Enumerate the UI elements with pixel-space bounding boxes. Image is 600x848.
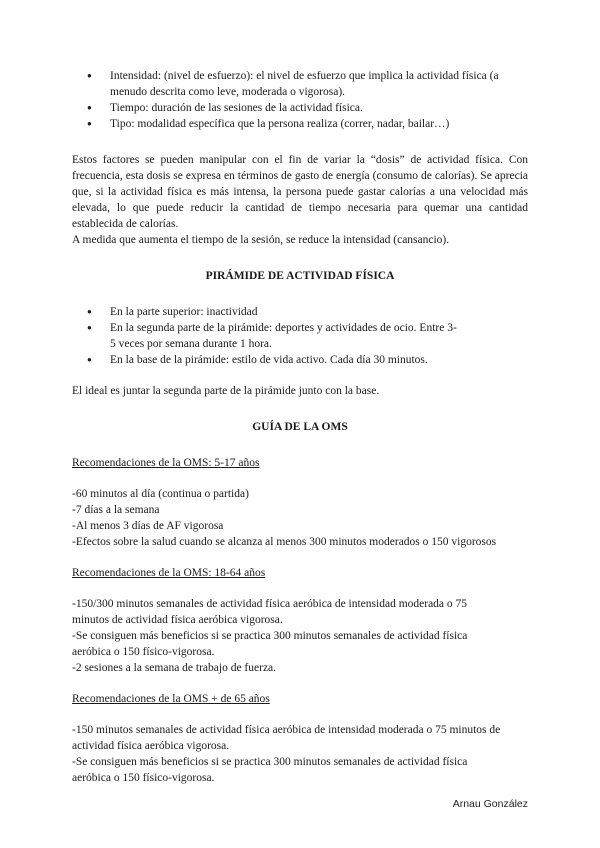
pyramid-list <box>72 304 528 368</box>
section-line: -Se consiguen más beneficios si se practica 300 minutos semanales de actividad física aeróbica o 150 físico-vigorosa. <box>72 630 468 658</box>
footer-author: Arnau González <box>452 798 528 810</box>
intro-bullet-list <box>72 68 528 132</box>
section-line: -Se consiguen más beneficios si se practica 300 minutos semanales de actividad física aeróbica o 150 físico-vigorosa. <box>72 756 468 784</box>
bullet-tiempo <box>72 100 524 116</box>
oms-title: GUÍA DE LA OMS <box>252 421 348 433</box>
bullet-text: : modalidad específica que la persona realiza (correr, nadar, bailar…) <box>131 118 450 130</box>
pyramid-title: PIRÁMIDE DE ACTIVIDAD FÍSICA <box>205 270 395 282</box>
bullet-term: Tiempo <box>110 102 146 114</box>
pyramid-item-middle: ● En la segunda parte de la pirámide: deportes y actividades de ocio. Entre 3-5 veces por semana durante 1 hora. <box>72 320 458 352</box>
bullet-tipo <box>72 116 524 132</box>
bullet-text: : (nivel de esfuerzo): el nivel de esfuerzo que implica la actividad física (a menudo descrita como leve, moderada o vigorosa). <box>110 70 499 98</box>
bullet-term: Tipo <box>110 118 132 130</box>
section-line: -60 minutos al día (continua o partida) <box>72 488 249 500</box>
document-page <box>72 68 528 786</box>
pyramid-item-base: ● En la base de la pirámide: estilo de vida activo. Cada día 30 minutos. <box>72 352 458 368</box>
section-line: -150/300 minutos semanales de actividad física aeróbica de intensidad moderada o 75 minutos de actividad física aeróbica vigorosa. <box>72 598 468 626</box>
pyramid-item-top: ● En la parte superior: inactividad <box>72 304 458 320</box>
oms-section-5-17 <box>72 455 528 550</box>
bullet-text: : duración de las sesiones de la actividad física. <box>145 102 363 114</box>
section-line: -150 minutos semanales de actividad física aeróbica de intensidad moderada o 75 minutos de actividad física aeróbica vigorosa. <box>72 724 501 752</box>
oms-section-65-plus <box>72 691 528 786</box>
section-line: -7 días a la semana <box>72 504 160 516</box>
oms-section-18-64 <box>72 565 528 676</box>
section-line: -2 sesiones a la semana de trabajo de fuerza. <box>72 662 277 674</box>
pyramid-note: El ideal es juntar la segunda parte de la pirámide junto con la base. <box>72 385 380 397</box>
section-heading: Recomendaciones de la OMS: 18-64 años <box>72 567 266 579</box>
section-line: -Efectos sobre la salud cuando se alcanza al menos 300 minutos moderados o 150 vigorosos <box>72 536 497 548</box>
bullet-term: Intensidad <box>110 70 158 82</box>
factors-paragraph: Estos factores se pueden manipular con el fin de variar la “dosis” de actividad física. Con frecuencia, esta dosis se expresa en términos de gasto de energía (consumo de calorías). Se aprecia que, si la actividad física es más intensa, la persona puede gastar calorías a una velocidad más elevada, lo que puede reducir la cantidad de tiempo necesaria para quemar una cantidad establecida de calorías. <box>72 154 528 230</box>
section-line: -Al menos 3 días de AF vigorosa <box>72 520 224 532</box>
bullet-intensidad <box>72 68 524 100</box>
section-heading: Recomendaciones de la OMS: 5-17 años <box>72 457 260 469</box>
factors-note: A medida que aumenta el tiempo de la sesión, se reduce la intensidad (cansancio). <box>72 234 450 246</box>
section-heading: Recomendaciones de la OMS + de 65 años <box>72 693 270 705</box>
